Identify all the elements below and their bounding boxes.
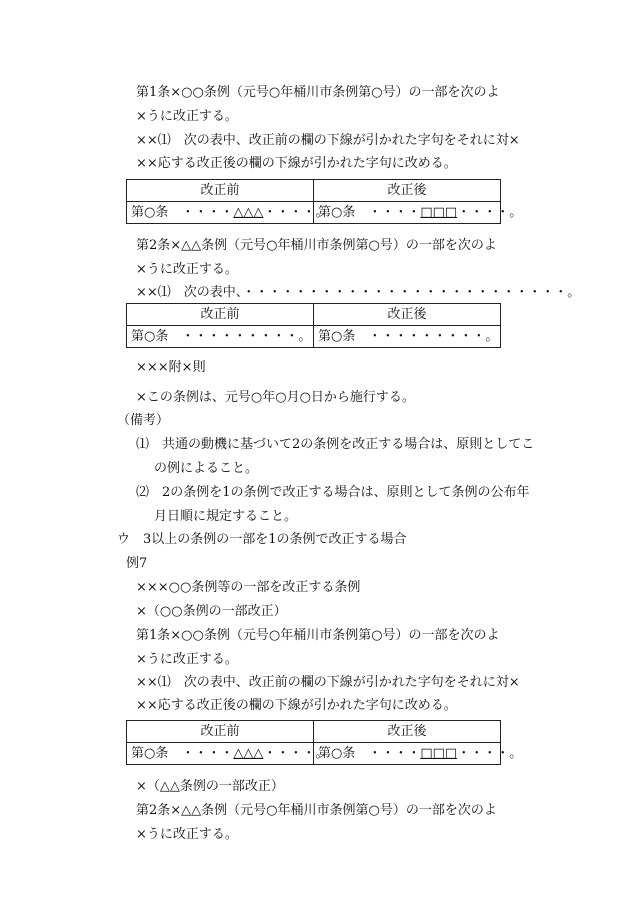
text-line: の例によること。	[154, 461, 259, 476]
text-line: ×うに改正する。	[136, 652, 238, 667]
before-suffix: ・・・・。	[263, 746, 329, 761]
before-suffix: ・・・・。	[263, 205, 329, 220]
text-line: ×××○○条例等の一部を改正する条例	[136, 580, 361, 595]
text-line: ⑵ 2の条例を1の条例で改正する場合は、原則として条例の公布年	[136, 485, 530, 500]
text-line: ×（○○条例の一部改正）	[136, 604, 287, 619]
text-line: ×（△△条例の一部改正）	[136, 779, 284, 794]
after-underlined: □□□	[420, 746, 458, 761]
before-header: 改正前	[127, 721, 314, 743]
section-heading: ウ 3以上の条例の一部を1の条例で改正する場合	[117, 532, 407, 547]
comparison-table	[126, 720, 523, 765]
after-prefix: 第○条 ・・・・	[318, 205, 421, 220]
before-underlined: △△△	[233, 746, 264, 761]
after-header: 改正後	[314, 180, 501, 202]
text-line: 第1条×○○条例（元号○年桶川市条例第○号）の一部を次のよ	[136, 85, 500, 100]
after-header: 改正後	[314, 721, 501, 743]
before-cell	[127, 202, 329, 224]
text-line: ××⑴ 次の表中、・・・・・・・・・・・・・・・・・・・・・・・・・。	[136, 285, 581, 300]
text-line: ×××附×則	[136, 360, 206, 375]
after-cell	[314, 743, 523, 765]
before-cell: 第○条 ・・・・・・・・・。	[127, 326, 314, 348]
comparison-table	[126, 179, 523, 224]
text-line: ×うに改正する。	[136, 262, 238, 277]
text-line: ×この条例は、元号○年○月○日から施行する。	[136, 390, 415, 405]
before-header: 改正前	[127, 180, 314, 202]
before-underlined: △△△	[233, 205, 264, 220]
after-suffix: ・・・・。	[457, 205, 523, 220]
before-cell	[127, 743, 329, 765]
text-line: 第2条×△△条例（元号○年桶川市条例第○号）の一部を次のよ	[136, 803, 497, 818]
text-line: ××⑴ 次の表中、改正前の欄の下線が引かれた字句をそれに対×	[136, 133, 520, 148]
after-cell: 第○条 ・・・・・・・・・。	[314, 326, 501, 348]
after-prefix: 第○条 ・・・・	[318, 746, 421, 761]
example-label: 例7	[126, 556, 148, 571]
text-line: ××⑴ 次の表中、改正前の欄の下線が引かれた字句をそれに対×	[136, 675, 520, 690]
before-header: 改正前	[127, 304, 314, 326]
comparison-table	[126, 303, 501, 348]
after-cell	[314, 202, 523, 224]
after-header: 改正後	[314, 304, 501, 326]
text-line: ⑴ 共通の動機に基づいて2の条例を改正する場合は、原則としてこ	[136, 437, 535, 452]
text-line: ××応する改正後の欄の下線が引かれた字句に改める。	[136, 156, 457, 171]
after-underlined: □□□	[420, 205, 458, 220]
text-line: 第2条×△△条例（元号○年桶川市条例第○号）の一部を次のよ	[136, 238, 497, 253]
text-line: （備考）	[117, 413, 170, 428]
text-line: ××応する改正後の欄の下線が引かれた字句に改める。	[136, 698, 457, 713]
before-prefix: 第○条 ・・・・	[131, 746, 234, 761]
text-line: 第1条×○○条例（元号○年桶川市条例第○号）の一部を次のよ	[136, 628, 500, 643]
text-line: ×うに改正する。	[136, 827, 238, 842]
text-line: 月日順に規定すること。	[154, 509, 298, 524]
after-suffix: ・・・・。	[457, 746, 523, 761]
before-prefix: 第○条 ・・・・	[131, 205, 234, 220]
text-line: ×うに改正する。	[136, 109, 238, 124]
